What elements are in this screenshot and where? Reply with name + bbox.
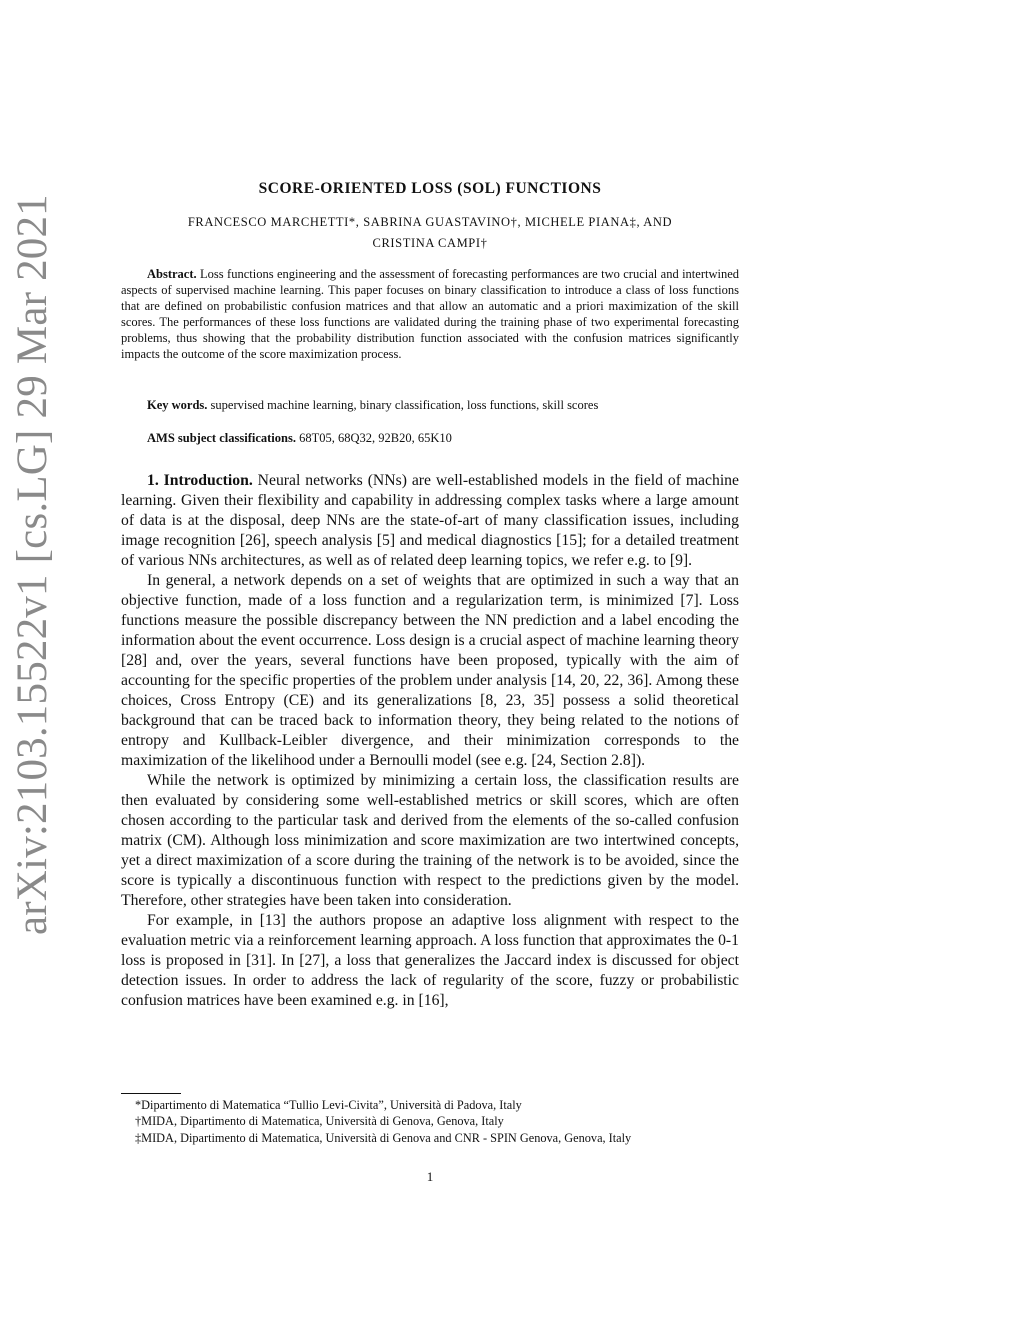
abstract — [121, 266, 739, 363]
arxiv-identifier: arXiv:2103.15522v1 [cs.LG] 29 Mar 2021 — [9, 194, 56, 935]
ams-label: AMS subject classifications. — [147, 431, 296, 445]
ams-classifications — [147, 431, 739, 446]
paragraph-3: While the network is optimized by minimizing a certain loss, the classification results are then evaluated by considering some well-established metrics or skill scores, which are often chosen according to the particular task and derived from the elements of the so-called confusion matrix (CM). Although loss minimization and score maximization are two intertwined concepts, yet a direct maximization of a score during the training of the network is to be avoided, since the score is typically a discontinuous function with respect to the predictions given by the model. Therefore, other strategies have been taken into consideration. — [121, 772, 739, 909]
ams-text: 68T05, 68Q32, 92B20, 65K10 — [299, 431, 452, 445]
keywords-label: Key words. — [147, 398, 208, 412]
section-heading: 1. Introduction. — [147, 472, 253, 489]
footnote-1: *Dipartimento di Matematica “Tullio Levi-Civita”, Università di Padova, Italy — [135, 1098, 522, 1112]
footnote-rule — [121, 1093, 181, 1094]
paragraph-4: For example, in [13] the authors propose an adaptive loss alignment with respect to the evaluation metric via a reinforcement learning approach. A loss function that approximates the 0-1 loss is proposed in [31]. In [27], a loss that generalizes the Jaccard index is discussed for object detection issues. In order to address the lack of regularity of the score, fuzzy or probabilistic confusion matrices have been examined e.g. in [16], — [121, 912, 739, 1009]
footnotes — [121, 1097, 739, 1146]
footnote-3: ‡MIDA, Dipartimento di Matematica, Università di Genova and CNR - SPIN Genova, Genova, Italy — [135, 1130, 632, 1145]
author-list — [121, 212, 739, 254]
page-number: 1 — [426, 1169, 434, 1184]
authors-line-2: CRISTINA CAMPI† — [372, 236, 488, 250]
abstract-label: Abstract. — [147, 267, 197, 281]
keywords — [147, 398, 739, 413]
authors-line-1: FRANCESCO MARCHETTI*, SABRINA GUASTAVINO†, MICHELE PIANA‡, AND — [187, 215, 673, 229]
paragraph-1 — [121, 471, 739, 571]
paragraph-1-text: Neural networks (NNs) are well-established models in the field of machine learning. Given their flexibility and capability in addressing complex tasks where a large amount of data is at the disposal, deep NNs are the state-of-art of many classification issues, including image recognition [26], speech analysis [5] and medical diagnostics [15]; for a detailed treatment of various NNs architectures, as well as of related deep learning topics, we refer e.g. to [9]. — [121, 472, 739, 569]
paper-title: SCORE-ORIENTED LOSS (SOL) FUNCTIONS — [258, 180, 602, 197]
introduction-section — [121, 471, 739, 1011]
paragraph-2: In general, a network depends on a set of weights that are optimized in such a way that an objective function, made of a loss function and a regularization term, is minimized [7]. Loss functions measure the possible discrepancy between the NN prediction and a label encoding the information about the event occurrence. Loss design is a crucial aspect of machine learning theory [28] and, over the years, several functions have been proposed, typically with the aim of accounting for the specific properties of the problem under analysis [14, 20, 22, 36]. Among these choices, Cross Entropy (CE) and its generalizations [8, 23, 35] possess a solid theoretical background that can be traced back to information theory, they being related to the notions of entropy and Kullback-Leibler divergence, and their minimization corresponds to the maximization of the likelihood under a Bernoulli model (see e.g. [24, Section 2.8]). — [121, 572, 739, 769]
keywords-text: supervised machine learning, binary classification, loss functions, skill scores — [210, 398, 599, 412]
footnote-2: †MIDA, Dipartimento di Matematica, Università di Genova, Genova, Italy — [135, 1114, 504, 1129]
abstract-text: Loss functions engineering and the assessment of forecasting performances are two crucial and intertwined aspects of supervised machine learning. This paper focuses on binary classification to introduce a class of loss functions that are defined on probabilistic confusion matrices and that allow an automatic and a priori maximization of the skill scores. The performances of these loss functions are validated during the training phase of two experimental forecasting problems, thus showing that the probability distribution function associated with the confusion matrices significantly impacts the outcome of the score maximization process. — [121, 267, 740, 362]
